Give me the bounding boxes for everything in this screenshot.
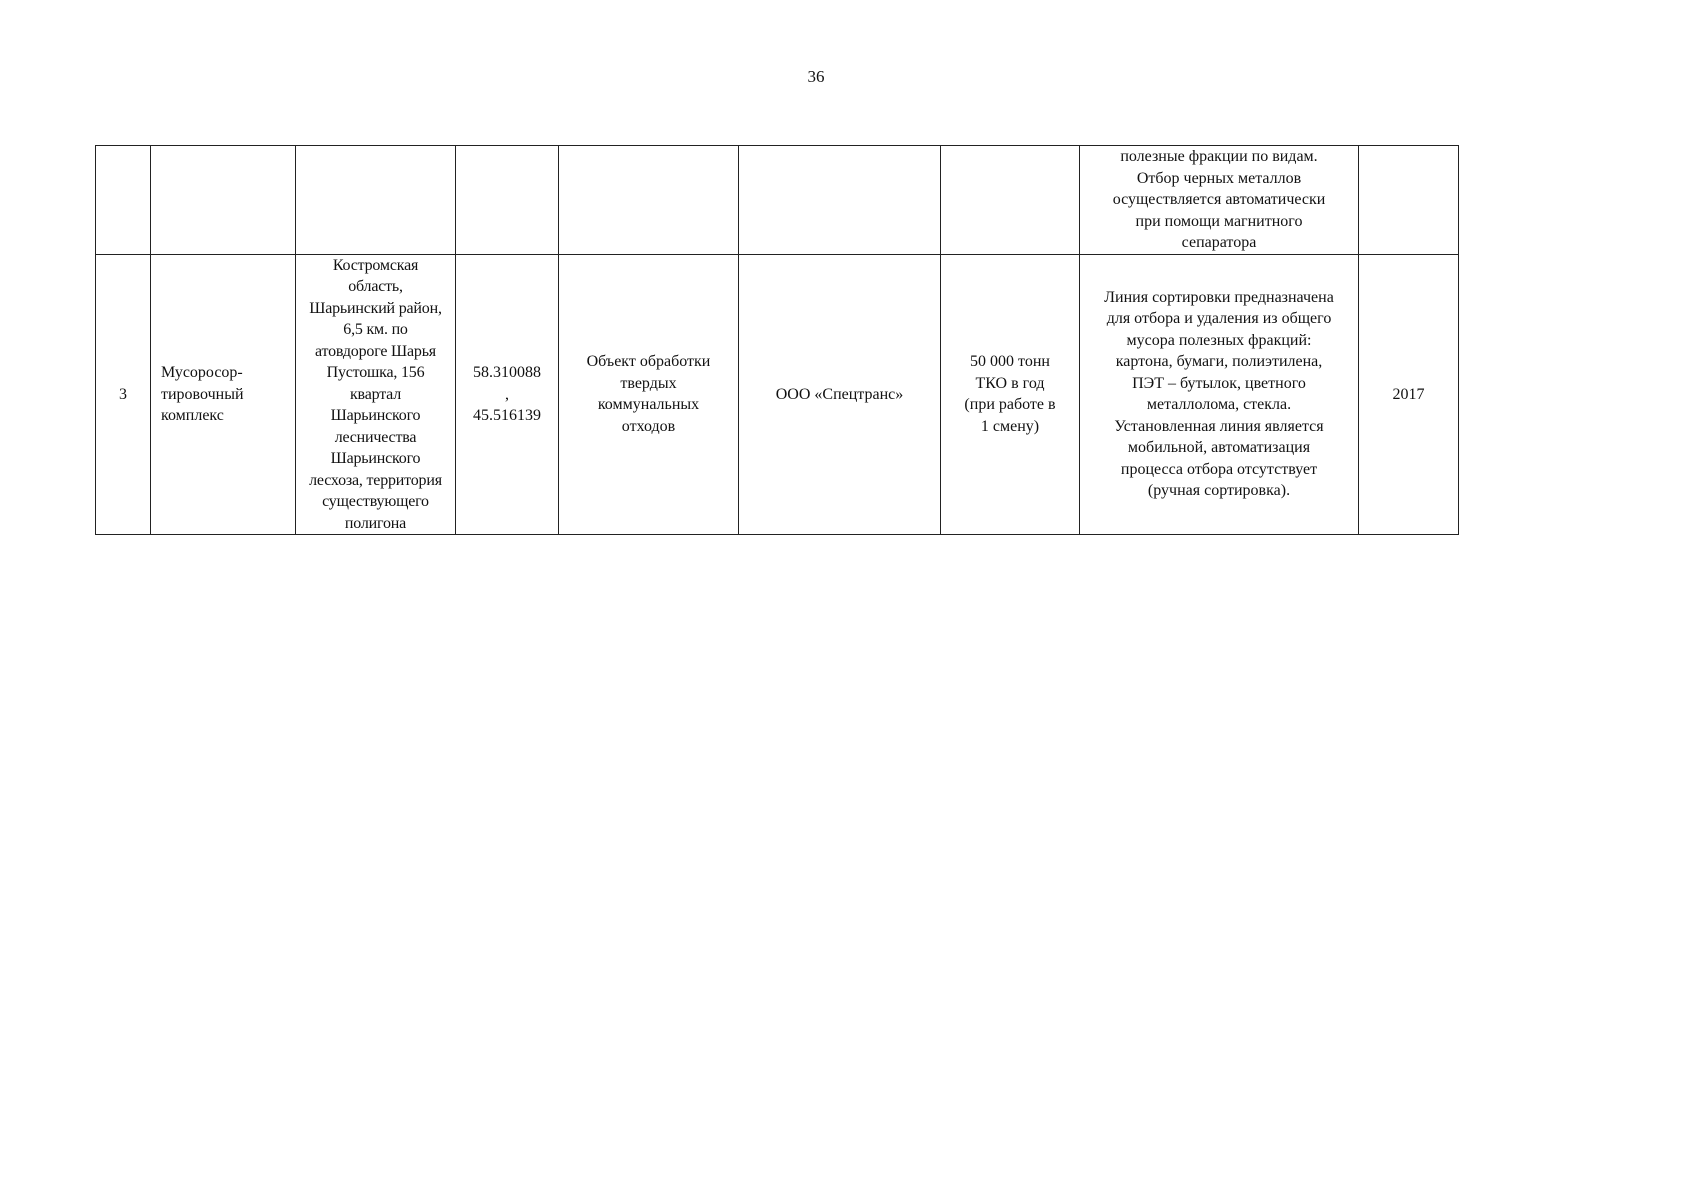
cell-address: Костромская область, Шарьинский район, 6,5 км. по атовдороге Шарья Пустошка, 156 квартал Шарьинского лесничества Шарьинского лесхоза, территория существующего полигона: [296, 254, 456, 535]
cell-operator-empty: [739, 146, 941, 255]
cell-coordinates-empty: [456, 146, 559, 255]
cell-num: 3: [96, 254, 151, 535]
cell-capacity-empty: [941, 146, 1080, 255]
cell-object-type: Объект обработки твердых коммунальных отходов: [559, 254, 739, 535]
cell-year-empty: [1359, 146, 1459, 255]
cell-year: 2017: [1359, 254, 1459, 535]
cell-capacity: 50 000 тонн ТКО в год (при работе в 1 смену): [941, 254, 1080, 535]
table-row: [96, 254, 1459, 535]
facilities-table: [95, 145, 1459, 535]
table-row-continuation: [96, 146, 1459, 255]
cell-coordinates: 58.310088 , 45.516139: [456, 254, 559, 535]
cell-description: Линия сортировки предназначена для отбора и удаления из общего мусора полезных фракций: картона, бумаги, полиэтилена, ПЭТ – бутылок, цветного металлолома, стекла. Установленная линия является мобильной, автоматизация процесса отбора отсутствует (ручная сортировка).: [1080, 254, 1359, 535]
cell-name: Мусоросор- тировочный комплекс: [151, 254, 296, 535]
cell-description-continuation: полезные фракции по видам. Отбор черных металлов осуществляется автоматически при помощи магнитного сепаратора: [1080, 146, 1359, 255]
cell-operator: ООО «Спецтранс»: [739, 254, 941, 535]
cell-address-empty: [296, 146, 456, 255]
cell-name-empty: [151, 146, 296, 255]
page-number: 36: [807, 67, 825, 86]
cell-object-type-empty: [559, 146, 739, 255]
cell-num-empty: [96, 146, 151, 255]
